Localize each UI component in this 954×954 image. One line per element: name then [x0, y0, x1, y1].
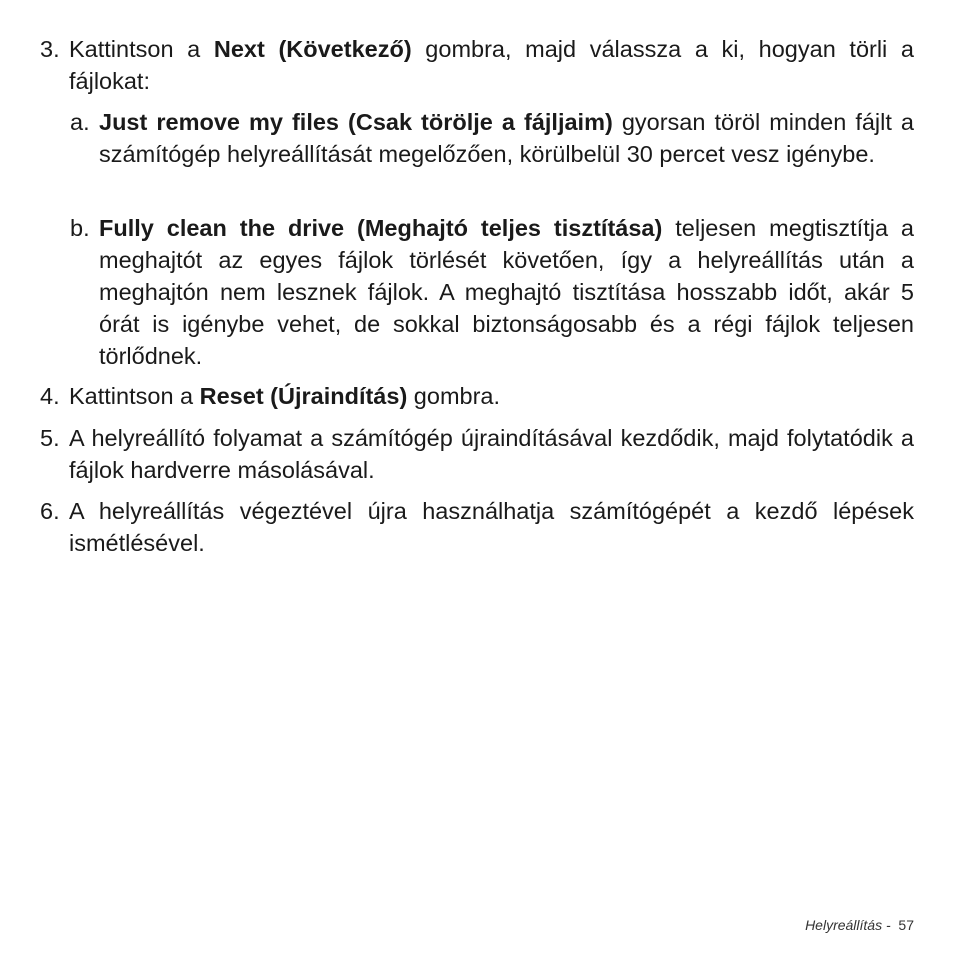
list-text — [69, 33, 914, 97]
list-text — [99, 106, 914, 170]
footer-section-title: Helyreállítás - — [805, 917, 895, 933]
page-footer — [805, 917, 914, 933]
list-number: 6. — [40, 498, 60, 524]
list-item-step-3a — [70, 106, 914, 170]
list-item-step-5 — [40, 422, 914, 486]
list-item-step-3 — [40, 33, 914, 97]
list-item-step-3b — [70, 212, 914, 372]
list-text — [99, 212, 914, 372]
list-letter: a. — [70, 109, 90, 135]
list-item-step-4 — [40, 380, 914, 412]
text-span: gyorsan töröl minden fájlt a számítógép helyreállítását megelőzően, körülbelül 30 percet vesz igénybe. — [99, 109, 914, 167]
list-text: A helyreállító folyamat a számítógép újraindításával kezdődik, majd folytatódik a fájlok hardverre másolásával. — [69, 425, 914, 483]
bold-term-next: Next (Következő) — [213, 36, 412, 62]
list-item-step-6 — [40, 495, 914, 559]
list-number: 3. — [40, 36, 60, 62]
text-span: gombra, majd válassza a ki, hogyan törli a fájlokat: — [69, 36, 914, 94]
list-number: 4. — [40, 383, 60, 409]
text-span: Kattintson a — [69, 383, 200, 409]
list-text: A helyreállítás végeztével újra használhatja számítógépét a kezdő lépések ismétlésével. — [69, 498, 914, 556]
list-text — [69, 380, 914, 412]
bold-term-reset: Reset (Újraindítás) — [199, 383, 408, 409]
page-number: 57 — [898, 917, 914, 933]
list-letter: b. — [70, 215, 90, 241]
bold-term-just-remove: Just remove my files (Csak törölje a fájljaim) — [99, 109, 613, 135]
text-span: gombra. — [407, 383, 501, 409]
text-span: Kattintson a — [69, 36, 214, 62]
list-number: 5. — [40, 425, 60, 451]
text-span: teljesen megtisztítja a meghajtót az egyes fájlok törlését követően, így a helyreállítás után a meghajtón nem lesznek fájlok. A meghajtó tisztítása hosszabb időt, akár 5 órát is igénybe vehet, de sokkal biztonságosabb és a régi fájlok teljesen törlődnek. — [99, 215, 915, 369]
bold-term-fully-clean: Fully clean the drive (Meghajtó teljes tisztítása) — [99, 215, 663, 241]
